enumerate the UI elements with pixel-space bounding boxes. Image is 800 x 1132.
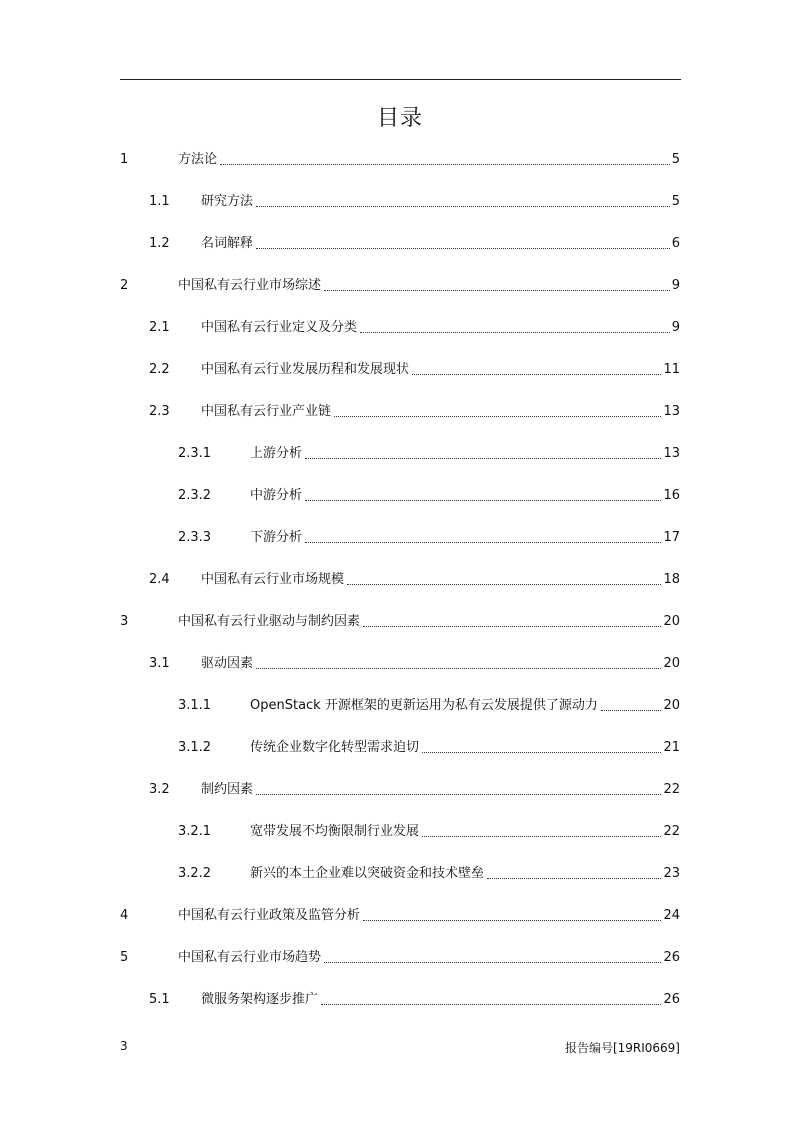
toc-title: 方法论 <box>178 149 220 171</box>
toc-entry[interactable] <box>0 149 800 171</box>
toc-title: 中国私有云行业市场趋势 <box>178 947 324 969</box>
toc-page: 21 <box>663 740 680 755</box>
toc-number: 3.1 <box>149 656 170 671</box>
toc-leader <box>256 247 670 249</box>
toc-page: 17 <box>663 530 680 545</box>
toc-leader <box>305 457 661 459</box>
toc-page: 13 <box>663 404 680 419</box>
toc-number: 3.2.1 <box>178 824 212 839</box>
toc-number: 3.2 <box>149 782 170 797</box>
toc-number: 3 <box>120 614 129 629</box>
toc-number: 3.1.1 <box>178 698 212 713</box>
toc-leader <box>601 709 662 711</box>
toc-page: 18 <box>663 572 680 587</box>
toc-number: 3.1.2 <box>178 740 212 755</box>
toc-leader <box>360 331 670 333</box>
toc-leader <box>363 625 661 627</box>
toc-entry[interactable] <box>0 443 800 465</box>
toc-page: 23 <box>663 866 680 881</box>
toc-title: 中国私有云行业市场综述 <box>178 275 324 297</box>
toc-title: 中国私有云行业市场规模 <box>201 569 347 591</box>
toc-entry[interactable] <box>0 359 800 381</box>
toc-page: 5 <box>671 194 680 209</box>
header-rule <box>120 79 681 80</box>
toc-page: 13 <box>663 446 680 461</box>
toc-number: 2.1 <box>149 320 170 335</box>
toc-title: 中国私有云行业产业链 <box>201 401 334 423</box>
footer-page-number: 3 <box>120 1039 128 1053</box>
toc-entry[interactable] <box>0 821 800 843</box>
toc-number: 1 <box>120 152 129 167</box>
toc-page: 9 <box>671 320 680 335</box>
toc-entry[interactable] <box>0 317 800 339</box>
toc-page: 26 <box>663 950 680 965</box>
toc-page: 11 <box>663 362 680 377</box>
toc-number: 2.3.1 <box>178 446 212 461</box>
toc-entry[interactable] <box>0 989 800 1011</box>
toc-entry[interactable] <box>0 737 800 759</box>
toc-leader <box>324 961 661 963</box>
toc-leader <box>412 373 661 375</box>
toc-title: 驱动因素 <box>201 653 256 675</box>
toc-title: 中国私有云行业发展历程和发展现状 <box>201 359 412 381</box>
toc-entry[interactable] <box>0 779 800 801</box>
toc-leader <box>422 835 661 837</box>
toc-entry[interactable] <box>0 485 800 507</box>
toc-entry[interactable] <box>0 695 800 717</box>
toc-title: 中国私有云行业驱动与制约因素 <box>178 611 363 633</box>
toc-page: 20 <box>663 656 680 671</box>
toc-leader <box>305 541 661 543</box>
toc-title: 上游分析 <box>250 443 305 465</box>
toc-entry[interactable] <box>0 653 800 675</box>
toc-page: 16 <box>663 488 680 503</box>
toc-number: 2 <box>120 278 129 293</box>
toc-entry[interactable] <box>0 527 800 549</box>
toc-leader <box>256 793 661 795</box>
toc-number: 1.2 <box>149 236 170 251</box>
page-title: 目录 <box>376 106 423 131</box>
toc-page: 26 <box>663 992 680 1007</box>
toc-page: 24 <box>663 908 680 923</box>
toc-title: 制约因素 <box>201 779 256 801</box>
toc-leader <box>321 1003 661 1005</box>
toc-entry[interactable] <box>0 401 800 423</box>
toc-entry[interactable] <box>0 569 800 591</box>
toc-page: 20 <box>663 614 680 629</box>
toc-entry[interactable] <box>0 905 800 927</box>
toc-title: 中国私有云行业定义及分类 <box>201 317 360 339</box>
toc-leader <box>334 415 661 417</box>
toc-number: 4 <box>120 908 129 923</box>
toc-number: 5 <box>120 950 129 965</box>
toc-entry[interactable] <box>0 947 800 969</box>
toc-entry[interactable] <box>0 611 800 633</box>
footer-report-id: 报告编号[19RI0669] <box>564 1041 680 1055</box>
toc-number: 2.3 <box>149 404 170 419</box>
toc-title: 研究方法 <box>201 191 256 213</box>
toc-entry[interactable] <box>0 863 800 885</box>
toc-title: 名词解释 <box>201 233 256 255</box>
toc-leader <box>324 289 670 291</box>
toc-title: 宽带发展不均衡限制行业发展 <box>250 821 422 843</box>
toc-title: OpenStack 开源框架的更新运用为私有云发展提供了源动力 <box>250 695 601 717</box>
toc-number: 1.1 <box>149 194 170 209</box>
toc-page: 22 <box>663 824 680 839</box>
toc-entry[interactable] <box>0 233 800 255</box>
toc-title: 传统企业数字化转型需求迫切 <box>250 737 422 759</box>
toc-leader <box>256 205 670 207</box>
toc-entry[interactable] <box>0 191 800 213</box>
toc-page: 20 <box>663 698 680 713</box>
toc-number: 2.4 <box>149 572 170 587</box>
toc-page: 6 <box>671 236 680 251</box>
toc-title: 中国私有云行业政策及监管分析 <box>178 905 363 927</box>
toc-leader <box>305 499 661 501</box>
toc-leader <box>256 667 661 669</box>
toc-title: 中游分析 <box>250 485 305 507</box>
toc-page: 5 <box>671 152 680 167</box>
toc-leader <box>363 919 661 921</box>
toc-title: 新兴的本土企业难以突破资金和技术壁垒 <box>250 863 487 885</box>
toc-number: 2.3.2 <box>178 488 212 503</box>
toc-leader <box>347 583 661 585</box>
toc-leader <box>422 751 661 753</box>
toc-leader <box>220 163 670 165</box>
toc-title: 下游分析 <box>250 527 305 549</box>
toc-title: 微服务架构逐步推广 <box>201 989 321 1011</box>
toc-leader <box>487 877 661 879</box>
toc-number: 2.3.3 <box>178 530 212 545</box>
toc-number: 5.1 <box>149 992 170 1007</box>
toc-page: 22 <box>663 782 680 797</box>
toc-number: 3.2.2 <box>178 866 212 881</box>
toc-entry[interactable] <box>0 275 800 297</box>
toc-page: 9 <box>671 278 680 293</box>
toc-number: 2.2 <box>149 362 170 377</box>
